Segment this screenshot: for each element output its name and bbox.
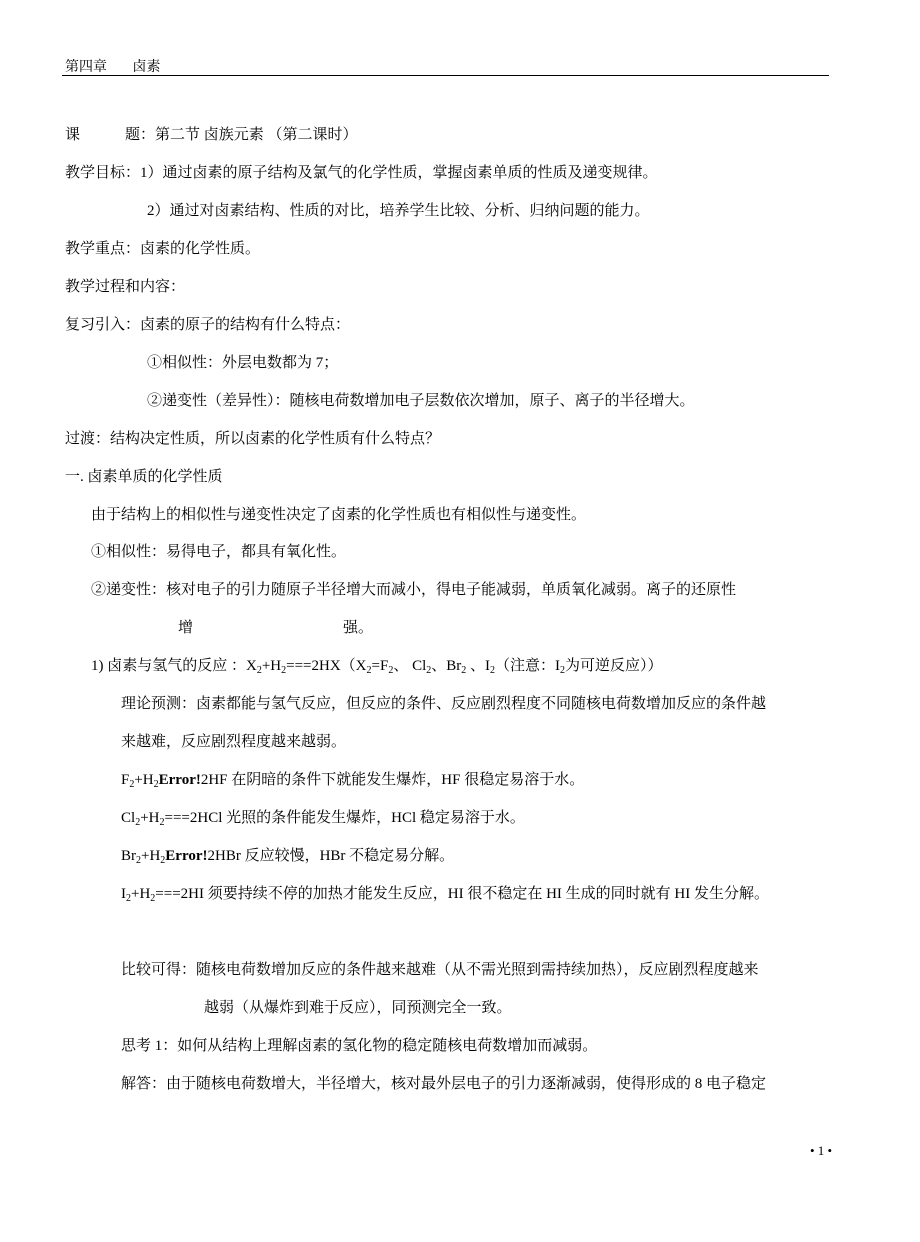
text-line: 过渡：结构决定性质，所以卤素的化学性质有什么特点？: [65, 430, 441, 447]
text-line: 教学过程和内容：: [65, 278, 186, 295]
subscript: 2: [126, 893, 131, 904]
text-line: $F_2+H_2Error!2HF$ 在阴暗的条件下就能发生爆炸，HF 很稳定易溶于水。: [121, 772, 585, 791]
subscript: 2: [135, 817, 141, 829]
text-line: 课 题：第二节 卤族元素 （第二课时）: [65, 127, 358, 143]
text-line: 1) 卤素与氢气的反应 ：$X_2+H_2===2HX(X_2=F_2$、 $Cl_2$、$Br_2$ 、$I_2$（注意：$I_2$为可逆反应））: [91, 658, 663, 677]
subscript: 2: [366, 665, 372, 677]
subscript: 2: [461, 665, 467, 677]
subscript: 2: [136, 855, 141, 867]
header-rule: [62, 75, 829, 76]
text-line: 教学目标：1）通过卤素的原子结构及氯气的化学性质，掌握卤素单质的性质及递变规律。: [65, 164, 658, 181]
subscript: 2: [153, 779, 159, 791]
text-line: 思考 1：如何从结构上理解卤素的氢化物的稳定随核电荷数增加而减弱。: [121, 1037, 598, 1054]
text-line: 来越难，反应剧烈程度越来越弱。: [121, 734, 347, 751]
text-line: 一. 卤素单质的化学性质: [65, 468, 223, 485]
text-line: 由于结构上的相似性与递变性决定了卤素的化学性质也有相似性与递变性。: [91, 506, 587, 523]
running-header: [65, 56, 183, 76]
text-line: $I_2+H_2===2HI$ 须要持续不停的加热才能发生反应，HI 很不稳定在 HI 生成的同时就有 HI 发生分解。: [121, 886, 769, 904]
subscript: 2: [560, 665, 566, 677]
subscript: 2: [490, 665, 496, 677]
subscript: 2: [281, 665, 287, 677]
bold-text: Error!: [165, 848, 208, 865]
subscript: 2: [426, 665, 432, 677]
subscript: 2: [129, 779, 135, 791]
text-line: 2）通过对卤素结构、性质的对比，培养学生比较、分析、归纳问题的能力。: [147, 202, 650, 219]
chapter-title: 卤素: [132, 60, 161, 75]
text-line: $Br_2+H_2Error!2HBr$ 反应较慢，HBr 不稳定易分解。: [121, 848, 455, 867]
subscript: 2: [388, 665, 394, 677]
text-line: 解答：由于随核电荷数增大，半径增大，核对最外层电子的引力逐渐减弱，使得形成的 8 电子稳定: [121, 1075, 767, 1092]
text-line: ②递变性（差异性）：随核电荷数增加电子层数依次增加，原子、离子的半径增大。: [147, 392, 695, 409]
text-line: 比较可得：随核电荷数增加反应的条件越来越难（从不需光照到需持续加热），反应剧烈程度越来: [121, 961, 759, 978]
subscript: 2: [150, 893, 156, 904]
subscript: 2: [256, 665, 262, 677]
bold-text: Error!: [158, 772, 201, 789]
text-line: 教学重点：卤素的化学性质。: [65, 240, 261, 257]
text-line: ①相似性：易得电子，都具有氧化性。: [91, 544, 347, 561]
text-line: 复习引入：卤素的原子的结构有什么特点：: [65, 316, 351, 333]
subscript: 2: [160, 855, 166, 867]
text-line: ②递变性：核对电子的引力随原子半径增大而减小，得电子能减弱，单质氧化减弱。离子的还原性: [91, 582, 737, 599]
page-number: • 1 •: [810, 1143, 833, 1158]
subscript: 2: [159, 817, 165, 829]
text-line: 越弱（从爆炸到难于反应），同预测完全一致。: [204, 999, 512, 1016]
text-line: 理论预测：卤素都能与氢气反应，但反应的条件、反应剧烈程度不同随核电荷数增加反应的条件越: [121, 696, 767, 713]
chapter-label: 第四章: [65, 60, 107, 75]
text-line: 增 强。: [178, 620, 374, 637]
text-line: ①相似性：外层电数都为 7；: [147, 354, 339, 371]
text-line: $Cl_2+H_2===2HCl$ 光照的条件能发生爆炸，HCl 稳定易溶于水。: [121, 810, 525, 829]
